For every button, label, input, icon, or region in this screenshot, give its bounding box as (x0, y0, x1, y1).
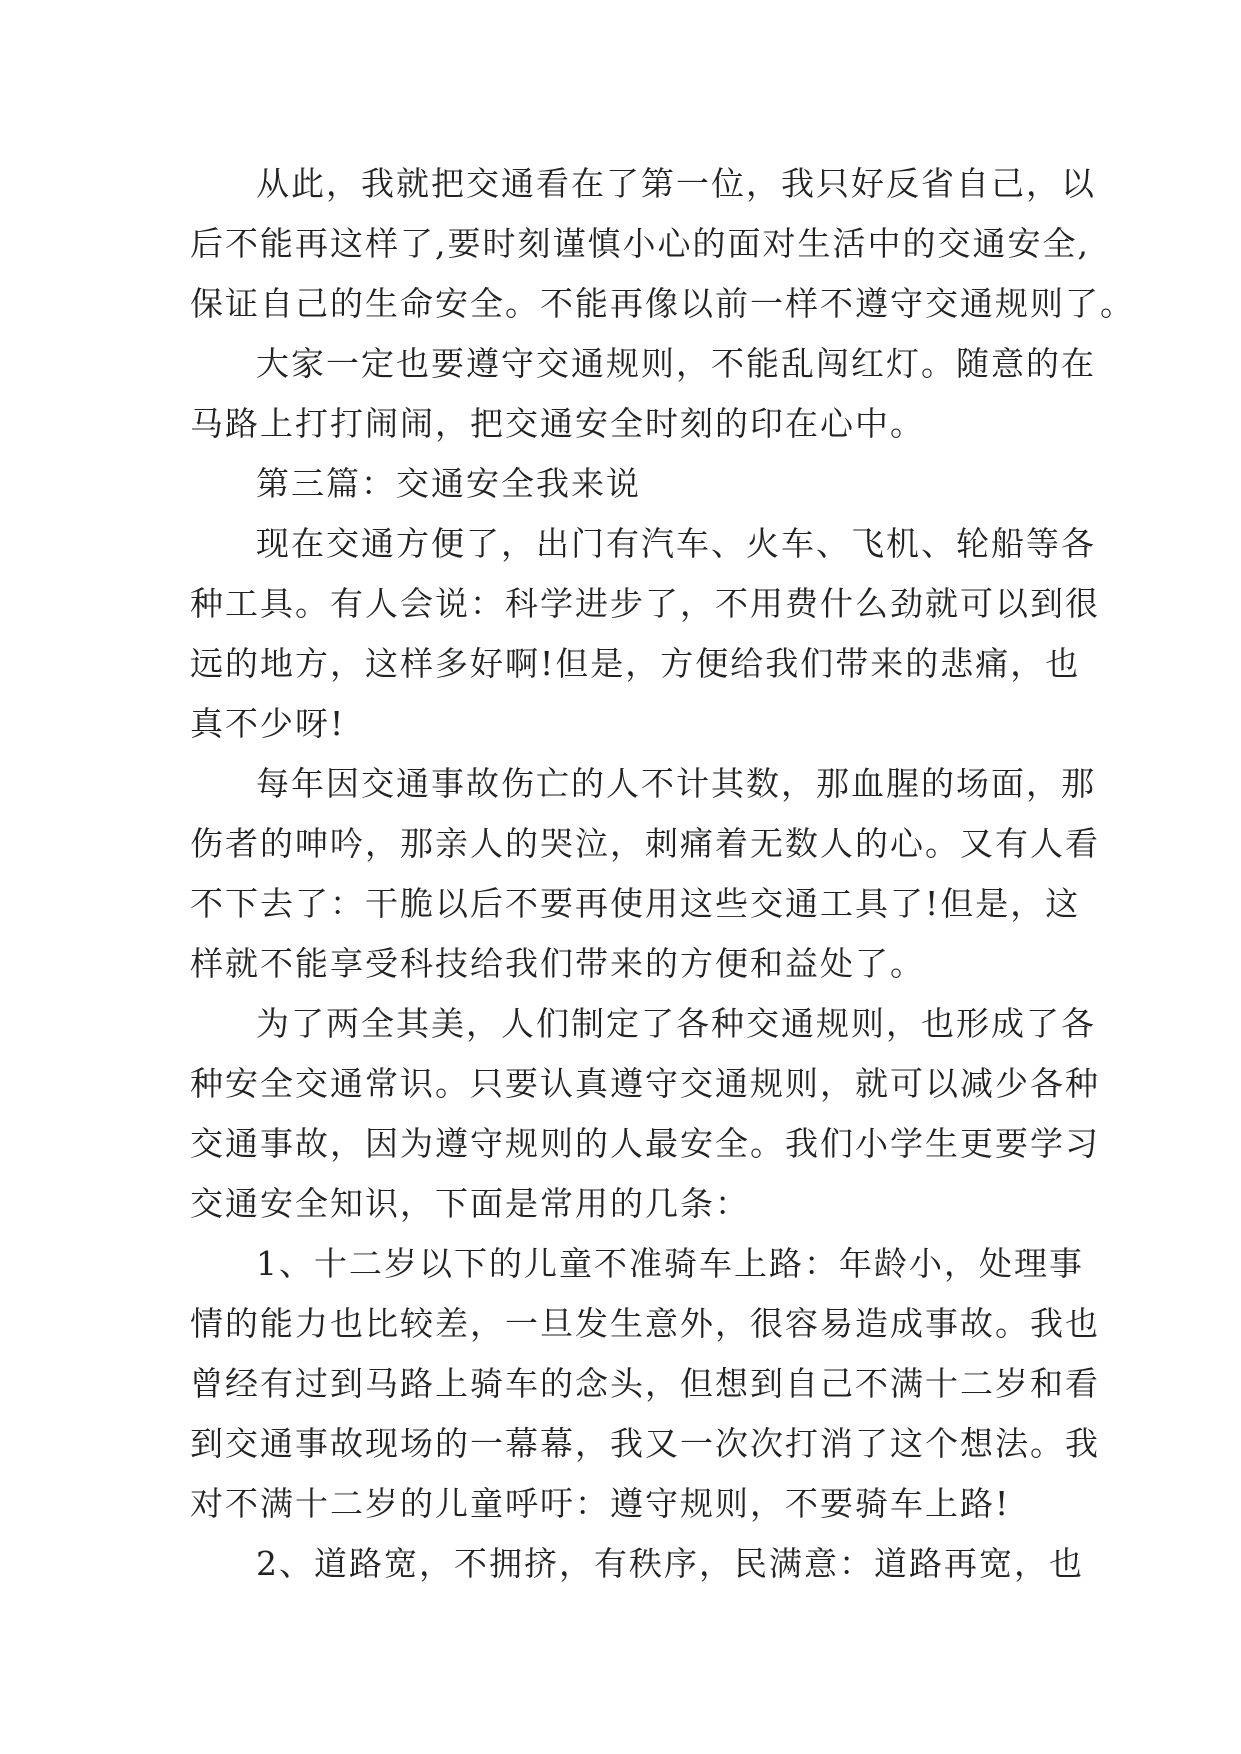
text-line: 交通安全知识，下面是常用的几条： (190, 1184, 750, 1223)
text-line: 情的能力也比较差，一旦发生意外，很容易造成事故。我也 (190, 1304, 1100, 1343)
text-line: 保证自己的生命安全。不能再像以前一样不遵守交通规则了。 (190, 284, 1135, 323)
text-line: 交通事故，因为遵守规则的人最安全。我们小学生更要学习 (190, 1124, 1100, 1163)
text-line: 真不少呀! (190, 704, 346, 743)
text-line: 伤者的呻吟，那亲人的哭泣，刺痛着无数人的心。又有人看 (190, 824, 1100, 863)
text-line: 种安全交通常识。只要认真遵守交通规则，就可以减少各种 (190, 1064, 1100, 1103)
text-line: 为了两全其美，人们制定了各种交通规则，也形成了各 (256, 1004, 1096, 1043)
text-line: 大家一定也要遵守交通规则，不能乱闯红灯。随意的在 (256, 344, 1096, 383)
section-heading: 第三篇：交通安全我来说 (256, 464, 641, 503)
text-line: 曾经有过到马路上骑车的念头，但想到自己不满十二岁和看 (190, 1364, 1100, 1403)
text-line: 后不能再这样了,要时刻谨慎小心的面对生活中的交通安全, (190, 224, 1090, 263)
text-line: 每年因交通事故伤亡的人不计其数，那血腥的场面，那 (256, 764, 1096, 803)
text-line: 到交通事故现场的一幕幕，我又一次次打消了这个想法。我 (190, 1424, 1100, 1463)
text-line: 2、道路宽，不拥挤，有秩序，民满意：道路再宽，也 (256, 1544, 1084, 1583)
text-line: 不下去了：干脆以后不要再使用这些交通工具了!但是，这 (190, 884, 1081, 923)
text-line: 样就不能享受科技给我们带来的方便和益处了。 (190, 944, 925, 983)
text-line: 从此，我就把交通看在了第一位，我只好反省自己，以 (256, 164, 1096, 203)
text-line: 现在交通方便了，出门有汽车、火车、飞机、轮船等各 (256, 524, 1096, 563)
text-line: 马路上打打闹闹，把交通安全时刻的印在心中。 (190, 404, 925, 443)
body-text (190, 154, 1135, 1594)
text-line: 种工具。有人会说：科学进步了，不用费什么劲就可以到很 (190, 584, 1100, 623)
text-line: 远的地方，这样多好啊!但是，方便给我们带来的悲痛，也 (190, 644, 1081, 683)
text-line: 1、十二岁以下的儿童不准骑车上路：年龄小，处理事 (256, 1244, 1084, 1283)
text-line: 对不满十二岁的儿童呼吁：遵守规则，不要骑车上路! (190, 1484, 1011, 1523)
